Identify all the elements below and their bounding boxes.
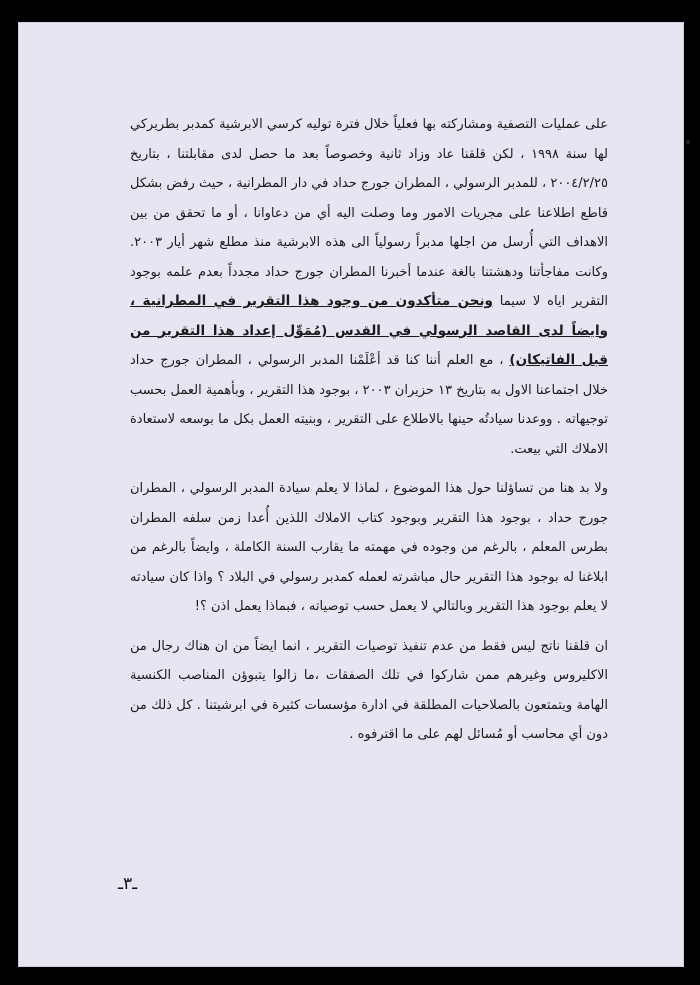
document-page (18, 22, 684, 967)
paragraph-1-text-before: على عمليات التصفية ومشاركته بها فعلياً خلال فترة توليه كرسي الابرشية كمدبر بطريركي لها سنة ١٩٩٨ ، لكن قلقنا عاد وزاد ثانية وخصوصاً بعد ما حصل لدى مقابلتنا ، بتاريخ ٢٠٠٤/٢/٢٥ ، للمدبر الرسولي ، المطران جورج حداد في دار المطرانية ، حيث رفض بشكل قاطع اطلاعنا على مجريات الامور وما وصلت اليه أي من دعاوانا ، أو ما تحقق من بين الاهداف التي أُرسل من اجلها مدبراً رسولياً الى هذه الابرشية منذ مطلع شهر أيار ٢٠٠٣. وكانت مفاجأتنا ودهشتنا بالغة عندما أخبرنا المطران جورج حداد مجدداً بعدم علمه بوجود التقرير اياه لا سيما (130, 117, 609, 309)
paragraph-1-bold-text: ونحن متأكدون من وجود هذا التقرير في المطرانية ، وايضاً لدى القاصد الرسولي في القدس (مُمَوِّل إعداد هذا التقرير من قبل الفاتيكان) (130, 293, 609, 368)
document-body (130, 110, 608, 750)
paragraph-2: ولا بد هنا من تساؤلنا حول هذا الموضوع ، لماذا لا يعلم سيادة المدبر الرسولي ، المطران جورج حداد ، بوجود هذا التقرير وبوجود كتاب الاملاك اللذين أُعدا زمن سلفه المطران بطرس المعلم ، بالرغم من وجوده في مهمته ما يقارب السنة الكاملة ، وايضاً بالرغم من ابلاغنا له بوجود هذا التقرير حال مباشرته لعمله كمدبر رسولي في البلاد ؟ واذا كان سيادته لا يعلم بوجود هذا التقرير وبالتالي لا يعمل حسب توصياته ، فبماذا يعمل اذن ؟! (130, 481, 608, 614)
paragraph-3: ان قلقنا ناتج ليس فقط من عدم تنفيذ توصيات التقرير ، انما ايضاً من ان هناك رجال من الاكليروس وغيرهم ممن شاركوا في تلك الصفقات ،ما زالوا يتبوؤن المناصب الكنسية الهامة ويتمتعون بالصلاحيات المطلقة في ادارة مؤسسات كثيرة في ابرشيتنا . كل ذلك من دون أي محاسب أو مُسائل لهم على ما اقترفوه . (130, 638, 608, 742)
paragraph-1 (130, 110, 608, 464)
scan-dot (686, 140, 690, 144)
page-number: ـ٣ـ (118, 874, 138, 894)
paragraph-1-text-after: ، مع العلم أننا كنا قد أعْلَمْنا المدبر الرسولي ، المطران جورج حداد خلال اجتماعنا الاول به بتاريخ ١٣ حزيران ٢٠٠٣ ، بوجود هذا التقرير ، وبأهمية العمل بحسب توجيهاته . ووعدنا سيادتُه حينها بالاطلاع على التقرير ، وبنيته العمل بكل ما بوسعه لاستعادة الاملاك التي بيعت. (130, 353, 609, 457)
